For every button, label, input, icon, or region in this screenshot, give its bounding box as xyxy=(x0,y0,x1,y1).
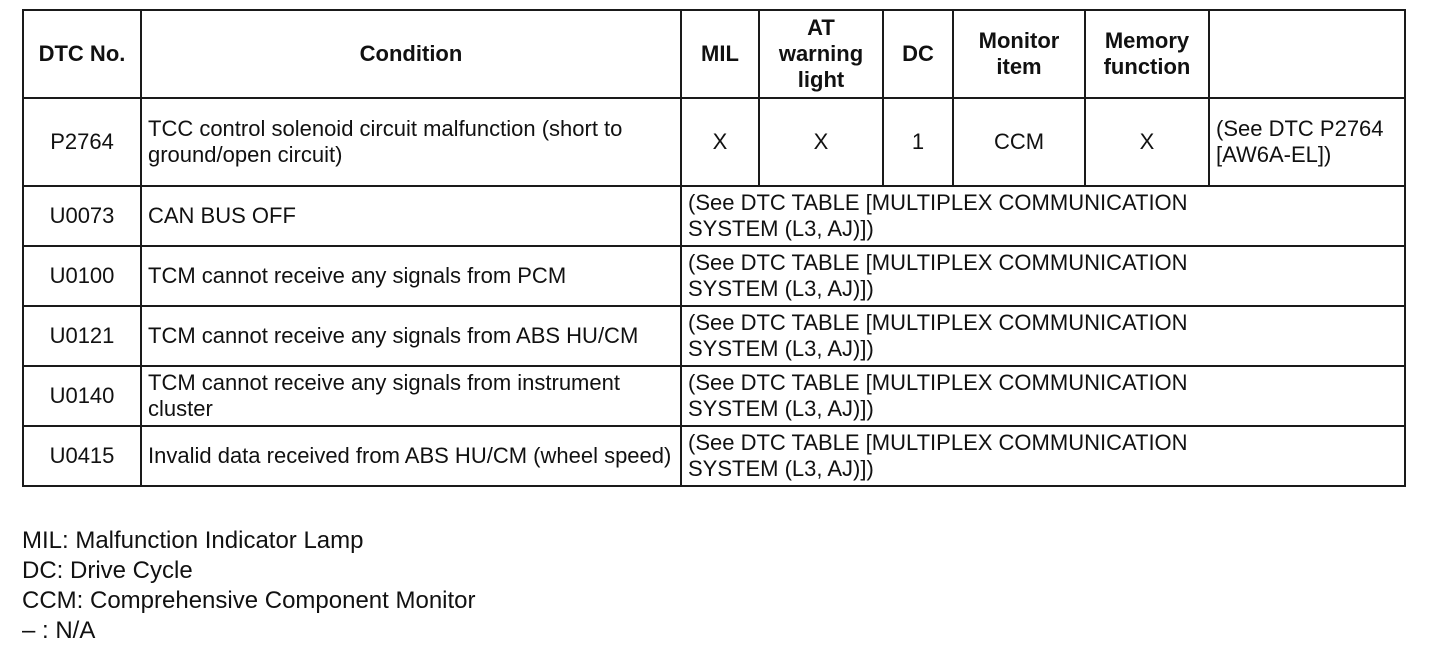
table-row xyxy=(23,246,1405,306)
header-row xyxy=(23,10,1405,98)
header-monitor-item: Monitor item xyxy=(953,10,1085,98)
table-row xyxy=(23,306,1405,366)
header-dtc-no: DTC No. xyxy=(23,10,141,98)
dtc-code: U0100 xyxy=(23,246,141,306)
header-reference xyxy=(1209,10,1405,98)
monitor-item-value: CCM xyxy=(953,98,1085,186)
mil-value: X xyxy=(681,98,759,186)
dtc-code: U0415 xyxy=(23,426,141,486)
reference-text: (See DTC TABLE [MULTIPLEX COMMUNICATION SYSTEM (L3, AJ)]) xyxy=(681,186,1405,246)
legend-dc: DC: Drive Cycle xyxy=(22,557,193,584)
condition-text: TCM cannot receive any signals from ABS HU/CM xyxy=(141,306,681,366)
table-row xyxy=(23,186,1405,246)
header-mil: MIL xyxy=(681,10,759,98)
table-row xyxy=(23,98,1405,186)
dtc-code: U0121 xyxy=(23,306,141,366)
header-condition: Condition xyxy=(141,10,681,98)
memory-function-value: X xyxy=(1085,98,1209,186)
dc-value: 1 xyxy=(883,98,953,186)
table-row xyxy=(23,366,1405,426)
reference-text: (See DTC TABLE [MULTIPLEX COMMUNICATION SYSTEM (L3, AJ)]) xyxy=(681,366,1405,426)
header-dc: DC xyxy=(883,10,953,98)
reference-text: (See DTC TABLE [MULTIPLEX COMMUNICATION SYSTEM (L3, AJ)]) xyxy=(681,246,1405,306)
legend-na: – : N/A xyxy=(22,617,96,644)
reference-text: (See DTC TABLE [MULTIPLEX COMMUNICATION SYSTEM (L3, AJ)]) xyxy=(681,426,1405,486)
reference-text: (See DTC P2764 [AW6A-EL]) xyxy=(1209,98,1405,186)
at-warning-light-value: X xyxy=(759,98,883,186)
reference-text: (See DTC TABLE [MULTIPLEX COMMUNICATION SYSTEM (L3, AJ)]) xyxy=(681,306,1405,366)
dtc-code: P2764 xyxy=(23,98,141,186)
condition-text: TCM cannot receive any signals from instrument cluster xyxy=(141,366,681,426)
dtc-table xyxy=(22,9,1406,487)
condition-text: Invalid data received from ABS HU/CM (wheel speed) xyxy=(141,426,681,486)
condition-text: CAN BUS OFF xyxy=(141,186,681,246)
header-memory-function: Memory function xyxy=(1085,10,1209,98)
legend xyxy=(22,526,476,646)
dtc-code: U0140 xyxy=(23,366,141,426)
condition-text: TCM cannot receive any signals from PCM xyxy=(141,246,681,306)
legend-mil: MIL: Malfunction Indicator Lamp xyxy=(22,527,364,554)
legend-ccm: CCM: Comprehensive Component Monitor xyxy=(22,587,476,614)
table-row xyxy=(23,426,1405,486)
dtc-code: U0073 xyxy=(23,186,141,246)
condition-text: TCC control solenoid circuit malfunction (short to ground/open circuit) xyxy=(141,98,681,186)
header-at-warning-light: AT warning light xyxy=(759,10,883,98)
